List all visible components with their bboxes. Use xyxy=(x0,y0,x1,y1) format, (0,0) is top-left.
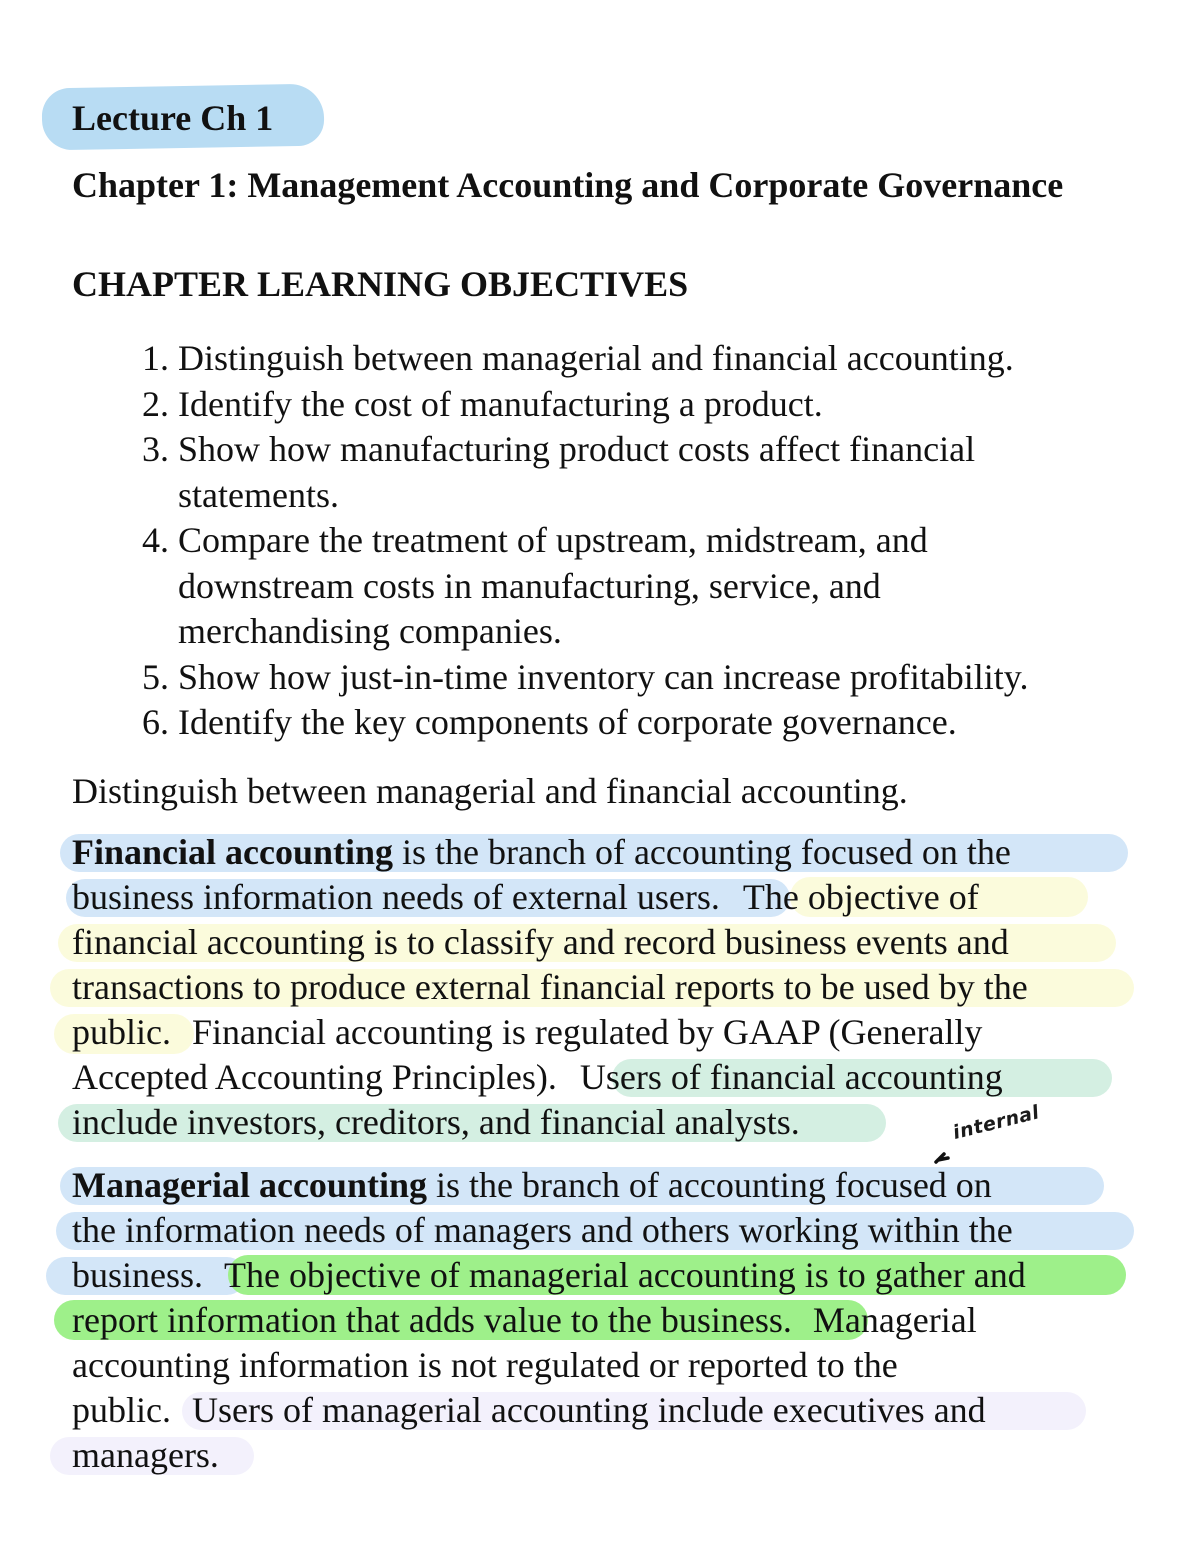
objective-number: 1. xyxy=(142,338,169,378)
paragraph-text: include investors, creditors, and financial analysts. xyxy=(72,1102,800,1142)
objective-text: Distinguish between managerial and financial accounting. xyxy=(178,338,1014,378)
paragraph-text: is the branch of accounting focused on xyxy=(426,1165,992,1205)
paragraph-text: Users of managerial accounting include executives and xyxy=(191,1390,986,1430)
objective-item xyxy=(142,700,1158,746)
paragraph-line xyxy=(72,1010,1132,1055)
paragraph-text: report information that adds value to the business. xyxy=(72,1300,792,1340)
paragraph-line xyxy=(72,1298,1132,1343)
paragraph-line xyxy=(72,1253,1132,1298)
objective-text: Show how just-in-time inventory can increase profitability. xyxy=(178,656,1029,697)
objective-number: 2. xyxy=(142,383,169,424)
paragraph-text: The objective of xyxy=(742,877,979,917)
objective-number: 4. xyxy=(142,520,169,560)
objective-number: 6. xyxy=(142,702,169,742)
objective-item xyxy=(142,518,1018,655)
objective-item xyxy=(142,382,1158,428)
objective-item xyxy=(142,655,1158,701)
paragraph-text: The objective of managerial accounting is to gather and xyxy=(224,1255,1026,1295)
paragraph-text: business. xyxy=(72,1255,204,1295)
paragraph-line xyxy=(72,1055,1132,1100)
objective-text: Compare the treatment of upstream, midstream, and downstream costs in manufacturing, service, and merchandising companies. xyxy=(178,520,928,651)
handwritten-annotation xyxy=(934,1101,1046,1166)
term-managerial-accounting: Managerial accounting xyxy=(72,1165,427,1205)
paragraph-text: financial accounting is to classify and record business events and xyxy=(72,922,1009,962)
objective-text: Identify the cost of manufacturing a product. xyxy=(178,383,823,424)
paragraph-text: public. xyxy=(72,1390,171,1430)
paragraph-text: transactions to produce external financial reports to be used by the xyxy=(72,967,1028,1007)
paragraph-text: Users of financial accounting xyxy=(579,1057,1003,1097)
objective-number: 3. xyxy=(142,429,169,469)
paragraph-line xyxy=(72,1208,1132,1253)
paragraph-text: business information needs of external users. xyxy=(72,877,720,917)
objectives-list xyxy=(142,336,1158,746)
paragraph-line xyxy=(72,830,1132,875)
paragraph-line xyxy=(72,1433,1132,1478)
paragraph-text: is the branch of accounting focused on the xyxy=(393,832,1011,872)
objective-number: 5. xyxy=(142,656,169,697)
paragraph-line xyxy=(72,965,1132,1010)
paragraph-text: Accepted Accounting Principles). xyxy=(72,1057,557,1097)
lecture-title: Lecture Ch 1 xyxy=(72,98,274,138)
paragraph-line xyxy=(72,1388,1132,1433)
paragraph-text: Managerial xyxy=(812,1300,977,1340)
objectives-heading: CHAPTER LEARNING OBJECTIVES xyxy=(72,264,689,304)
paragraph-line xyxy=(72,875,1132,920)
paragraph-text: the information needs of managers and others working within the xyxy=(72,1210,1013,1250)
paragraph-line xyxy=(72,920,1132,965)
paragraph-text: managers. xyxy=(72,1435,219,1475)
paragraph-line xyxy=(72,1163,1132,1208)
section-intro: Distinguish between managerial and financial accounting. xyxy=(72,771,908,811)
term-financial-accounting: Financial accounting xyxy=(72,832,394,872)
objective-text: Identify the key components of corporate governance. xyxy=(178,702,957,742)
paragraph-text: Financial accounting is regulated by GAAP (Generally xyxy=(191,1012,983,1052)
managerial-accounting-paragraph xyxy=(72,1163,1132,1478)
annotation-text: internal xyxy=(950,1101,1042,1144)
objective-item xyxy=(142,336,1158,382)
paragraph-line xyxy=(72,1343,1132,1388)
objective-text: Show how manufacturing product costs affect financial statements. xyxy=(178,429,976,515)
paragraph-text: public. xyxy=(72,1012,171,1052)
paragraph-text: accounting information is not regulated or reported to the xyxy=(72,1345,898,1385)
financial-accounting-paragraph xyxy=(72,830,1132,1145)
chapter-title: Chapter 1: Management Accounting and Corporate Governance xyxy=(72,165,1064,205)
objective-item xyxy=(142,427,1078,518)
